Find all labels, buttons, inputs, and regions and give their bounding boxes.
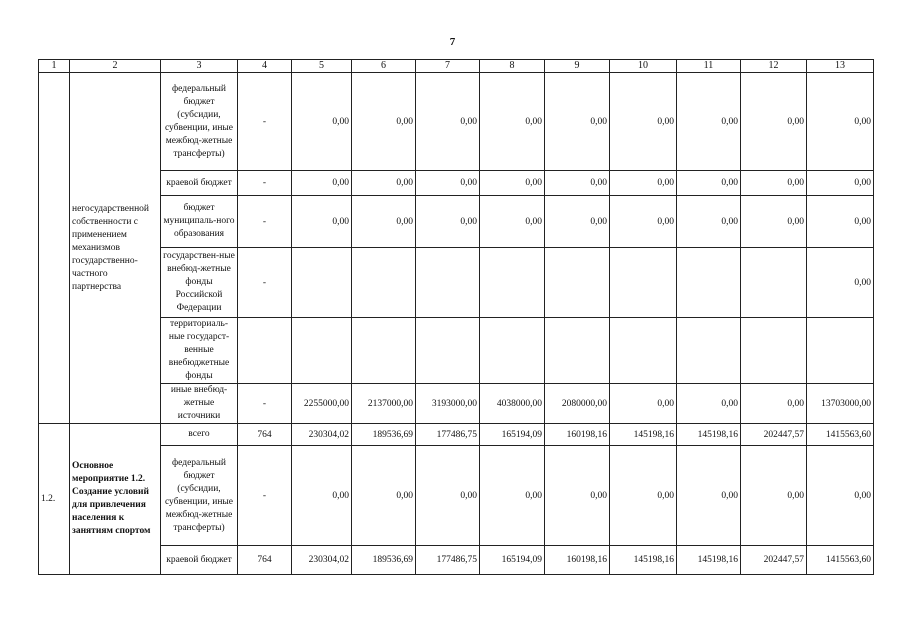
value-cell: 0,00 <box>292 73 352 171</box>
column-header: 4 <box>238 60 292 73</box>
funding-source: краевой бюджет <box>161 546 238 575</box>
row-index-cell: 1.2. <box>39 424 70 575</box>
value-cell: 160198,16 <box>545 424 610 446</box>
value-cell: 202447,57 <box>741 424 807 446</box>
value-cell: 0,00 <box>545 171 610 196</box>
value-cell <box>352 318 416 384</box>
value-cell: 0,00 <box>741 73 807 171</box>
value-cell: 1415563,60 <box>807 424 874 446</box>
value-cell: 2137000,00 <box>352 384 416 424</box>
value-cell: 0,00 <box>610 171 677 196</box>
value-cell: 0,00 <box>807 196 874 248</box>
value-cell: 0,00 <box>677 446 741 546</box>
value-cell: 0,00 <box>807 73 874 171</box>
code-cell: - <box>238 248 292 318</box>
value-cell: 0,00 <box>545 196 610 248</box>
funding-source: государствен-ные внебюд-жетные фонды Российской Федерации <box>161 248 238 318</box>
column-header: 7 <box>416 60 480 73</box>
column-header: 11 <box>677 60 741 73</box>
value-cell: 230304,02 <box>292 424 352 446</box>
value-cell: 0,00 <box>677 171 741 196</box>
activity-name: негосударственной собственности с применением механизмов государственно-частного партнерства <box>70 73 161 424</box>
column-number-row <box>39 60 874 73</box>
value-cell: 0,00 <box>807 171 874 196</box>
table-row <box>39 73 874 171</box>
value-cell <box>292 318 352 384</box>
column-header: 12 <box>741 60 807 73</box>
value-cell: 0,00 <box>480 196 545 248</box>
value-cell: 0,00 <box>807 446 874 546</box>
column-header: 9 <box>545 60 610 73</box>
budget-table <box>38 59 874 575</box>
activity-name: Основное мероприятие 1.2. Создание условий для привлечения населения к занятиям спортом <box>70 424 161 575</box>
value-cell: 165194,09 <box>480 546 545 575</box>
code-cell: 764 <box>238 424 292 446</box>
funding-source: территориаль-ные государст-венные внебюджетные фонды <box>161 318 238 384</box>
value-cell: 145198,16 <box>610 424 677 446</box>
value-cell: 0,00 <box>677 196 741 248</box>
funding-source: бюджет муниципаль-ного образования <box>161 196 238 248</box>
column-header: 3 <box>161 60 238 73</box>
value-cell: 0,00 <box>292 196 352 248</box>
table-row <box>39 424 874 446</box>
value-cell: 0,00 <box>741 171 807 196</box>
column-header: 10 <box>610 60 677 73</box>
value-cell: 145198,16 <box>677 546 741 575</box>
value-cell: 0,00 <box>352 196 416 248</box>
column-header: 6 <box>352 60 416 73</box>
value-cell: 0,00 <box>352 73 416 171</box>
column-header: 2 <box>70 60 161 73</box>
table-row <box>39 196 874 248</box>
value-cell <box>480 248 545 318</box>
funding-source: краевой бюджет <box>161 171 238 196</box>
code-cell: - <box>238 73 292 171</box>
value-cell: 165194,09 <box>480 424 545 446</box>
value-cell: 13703000,00 <box>807 384 874 424</box>
value-cell: 230304,02 <box>292 546 352 575</box>
value-cell: 145198,16 <box>677 424 741 446</box>
value-cell: 0,00 <box>741 384 807 424</box>
value-cell: 189536,69 <box>352 424 416 446</box>
value-cell: 0,00 <box>545 73 610 171</box>
value-cell: 145198,16 <box>610 546 677 575</box>
page-number: 7 <box>449 36 456 48</box>
code-cell: - <box>238 171 292 196</box>
value-cell: 3193000,00 <box>416 384 480 424</box>
value-cell: 1415563,60 <box>807 546 874 575</box>
value-cell: 0,00 <box>352 446 416 546</box>
value-cell <box>545 248 610 318</box>
value-cell: 0,00 <box>416 171 480 196</box>
value-cell: 160198,16 <box>545 546 610 575</box>
value-cell: 0,00 <box>416 73 480 171</box>
value-cell: 0,00 <box>292 171 352 196</box>
value-cell: 0,00 <box>416 446 480 546</box>
value-cell: 0,00 <box>480 446 545 546</box>
funding-source: иные внебюд-жетные источники <box>161 384 238 424</box>
table-row <box>39 318 874 384</box>
value-cell: 0,00 <box>480 171 545 196</box>
value-cell <box>292 248 352 318</box>
table-row <box>39 446 874 546</box>
value-cell: 0,00 <box>610 446 677 546</box>
row-index-cell <box>39 73 70 424</box>
value-cell: 177486,75 <box>416 424 480 446</box>
table-row <box>39 171 874 196</box>
value-cell: 2255000,00 <box>292 384 352 424</box>
funding-source: федеральный бюджет (субсидии, субвенции, иные межбюд-жетные трансферты) <box>161 446 238 546</box>
value-cell <box>677 318 741 384</box>
value-cell: 177486,75 <box>416 546 480 575</box>
code-cell <box>238 318 292 384</box>
value-cell <box>416 318 480 384</box>
value-cell: 4038000,00 <box>480 384 545 424</box>
value-cell <box>610 248 677 318</box>
value-cell: 0,00 <box>292 446 352 546</box>
code-cell: 764 <box>238 546 292 575</box>
table-row <box>39 384 874 424</box>
column-header: 5 <box>292 60 352 73</box>
value-cell: 0,00 <box>480 73 545 171</box>
code-cell: - <box>238 384 292 424</box>
value-cell <box>610 318 677 384</box>
value-cell: 0,00 <box>610 196 677 248</box>
code-cell: - <box>238 446 292 546</box>
column-header: 8 <box>480 60 545 73</box>
value-cell: 0,00 <box>807 248 874 318</box>
value-cell <box>480 318 545 384</box>
value-cell: 0,00 <box>677 73 741 171</box>
table-row <box>39 546 874 575</box>
value-cell: 0,00 <box>352 171 416 196</box>
funding-source: всего <box>161 424 238 446</box>
value-cell <box>416 248 480 318</box>
value-cell: 0,00 <box>741 446 807 546</box>
value-cell <box>807 318 874 384</box>
value-cell: 0,00 <box>545 446 610 546</box>
value-cell: 0,00 <box>741 196 807 248</box>
value-cell: 2080000,00 <box>545 384 610 424</box>
value-cell: 202447,57 <box>741 546 807 575</box>
value-cell: 189536,69 <box>352 546 416 575</box>
value-cell: 0,00 <box>610 384 677 424</box>
table-row <box>39 248 874 318</box>
column-header: 13 <box>807 60 874 73</box>
value-cell: 0,00 <box>416 196 480 248</box>
value-cell: 0,00 <box>610 73 677 171</box>
value-cell <box>741 318 807 384</box>
code-cell: - <box>238 196 292 248</box>
value-cell <box>741 248 807 318</box>
value-cell <box>352 248 416 318</box>
column-header: 1 <box>39 60 70 73</box>
value-cell <box>545 318 610 384</box>
value-cell: 0,00 <box>677 384 741 424</box>
value-cell <box>677 248 741 318</box>
funding-source: федеральный бюджет (субсидии, субвенции, иные межбюд-жетные трансферты) <box>161 73 238 171</box>
